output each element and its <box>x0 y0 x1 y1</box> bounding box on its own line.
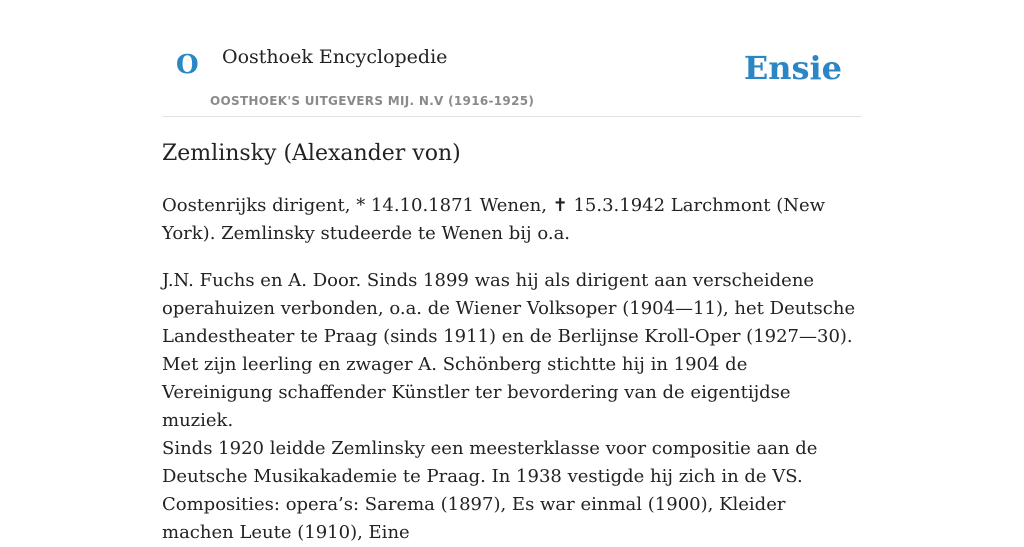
publication-logo[interactable]: O <box>176 50 199 80</box>
entry-paragraph: J.N. Fuchs en A. Door. Sinds 1899 was hij als dirigent aan verscheidene operahuizen verbonden, o.a. de Wiener Volksoper (1904—11), het Deutsche Landestheater te Praag (sinds 1911) en de Berlijnse Kroll-Oper (1927—30). Met zijn leerling en zwager A. Schönberg stichtte hij in 1904 de Vereinigung schaffender Künstler ter bevordering van de eigentijdse muziek. <box>162 270 856 431</box>
site-header <box>162 0 862 117</box>
entry-title: Zemlinsky (Alexander von) <box>162 141 461 166</box>
entry-paragraph: Sinds 1920 leidde Zemlinsky een meesterklasse voor compositie aan de Deutsche Musikakademie te Praag. In 1938 vestigde hij zich in de VS. Composities: opera’s: Sarema (1897), Es war einmal (1900), Kleider machen Leute (1910), Eine <box>162 438 818 543</box>
page-container <box>162 0 862 543</box>
entry-paragraph: Oostenrijks dirigent, * 14.10.1871 Wenen, ✝ 15.3.1942 Larchmont (New York). Zemlinsky studeerde te Wenen bij o.a. <box>162 195 826 244</box>
publisher-label: OOSTHOEK'S UITGEVERS MIJ. N.V (1916-1925) <box>210 94 535 108</box>
publication-title[interactable]: Oosthoek Encyclopedie <box>222 46 448 68</box>
brand-logo-link[interactable]: Ensie <box>743 49 842 87</box>
